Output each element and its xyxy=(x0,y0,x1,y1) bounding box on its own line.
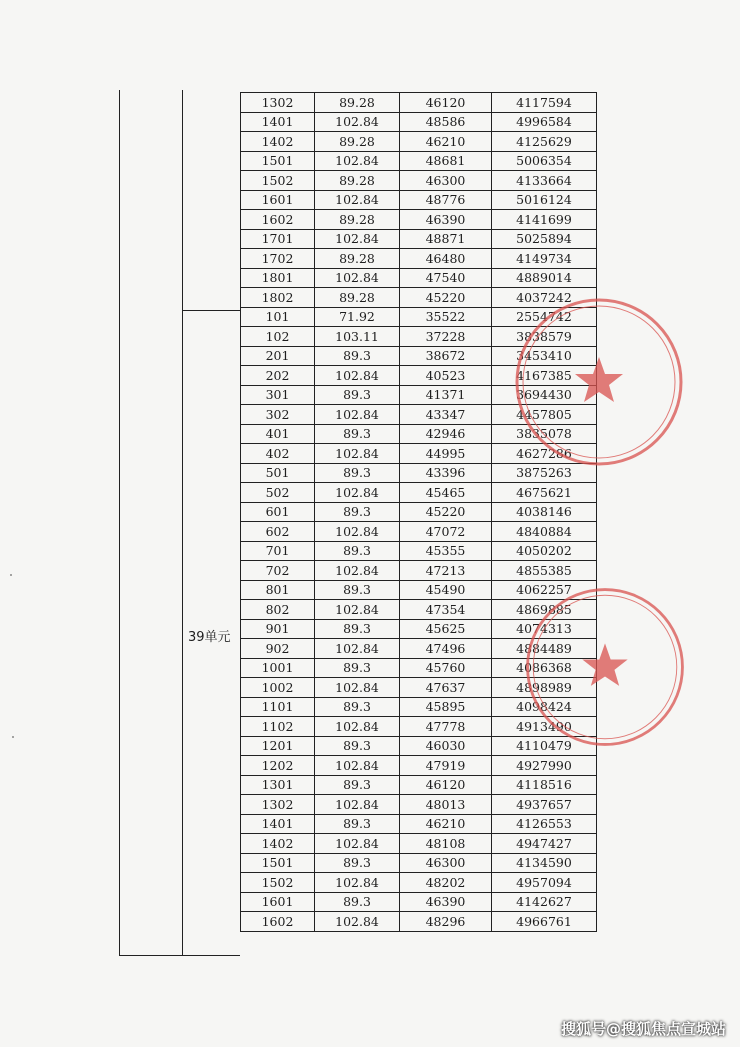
unit-price-cell: 45895 xyxy=(400,697,492,717)
total-price-cell: 2554742 xyxy=(492,307,597,327)
area-cell: 102.84 xyxy=(315,756,400,776)
room-number-cell: 1601 xyxy=(241,892,315,912)
room-number-cell: 1601 xyxy=(241,190,315,210)
unit-price-cell: 45760 xyxy=(400,658,492,678)
table-row xyxy=(241,756,597,776)
total-price-cell: 3838579 xyxy=(492,327,597,347)
total-price-cell: 4141699 xyxy=(492,210,597,230)
unit-price-cell: 46390 xyxy=(400,892,492,912)
room-number-cell: 1002 xyxy=(241,678,315,698)
table-row xyxy=(241,892,597,912)
area-cell: 102.84 xyxy=(315,151,400,171)
room-number-cell: 1301 xyxy=(241,775,315,795)
bottom-left-line xyxy=(119,955,240,956)
unit-price-cell: 48871 xyxy=(400,229,492,249)
total-price-cell: 4149734 xyxy=(492,249,597,269)
room-number-cell: 202 xyxy=(241,366,315,386)
area-cell: 102.84 xyxy=(315,600,400,620)
unit-price-cell: 46300 xyxy=(400,853,492,873)
total-price-cell: 3453410 xyxy=(492,346,597,366)
unit-price-cell: 47496 xyxy=(400,639,492,659)
total-price-cell: 4913490 xyxy=(492,717,597,737)
table-row xyxy=(241,210,597,230)
total-price-cell: 4142627 xyxy=(492,892,597,912)
area-cell: 102.84 xyxy=(315,639,400,659)
room-number-cell: 1701 xyxy=(241,229,315,249)
table-row xyxy=(241,502,597,522)
area-cell: 89.3 xyxy=(315,775,400,795)
area-cell: 89.28 xyxy=(315,171,400,191)
watermark: 搜狐号@搜狐焦点宣城站 xyxy=(560,1020,726,1038)
area-cell: 102.84 xyxy=(315,912,400,932)
room-number-cell: 1501 xyxy=(241,151,315,171)
table-row xyxy=(241,483,597,503)
area-cell: 89.28 xyxy=(315,210,400,230)
unit-price-cell: 41371 xyxy=(400,385,492,405)
company-seal-top-icon xyxy=(509,292,689,472)
room-number-cell: 1302 xyxy=(241,93,315,113)
area-cell: 102.84 xyxy=(315,229,400,249)
table-row xyxy=(241,873,597,893)
table-row xyxy=(241,522,597,542)
total-price-cell: 4125629 xyxy=(492,132,597,152)
unit-price-cell: 48776 xyxy=(400,190,492,210)
unit-price-cell: 45220 xyxy=(400,288,492,308)
table-row xyxy=(241,229,597,249)
room-number-cell: 101 xyxy=(241,307,315,327)
unit-price-cell: 47213 xyxy=(400,561,492,581)
total-price-cell: 3694430 xyxy=(492,385,597,405)
room-number-cell: 1801 xyxy=(241,268,315,288)
unit-price-cell: 47354 xyxy=(400,600,492,620)
area-cell: 102.84 xyxy=(315,834,400,854)
total-price-cell: 4050202 xyxy=(492,541,597,561)
room-number-cell: 1402 xyxy=(241,834,315,854)
total-price-cell: 4074313 xyxy=(492,619,597,639)
total-price-cell: 4675621 xyxy=(492,483,597,503)
area-cell: 103.11 xyxy=(315,327,400,347)
total-price-cell: 4889014 xyxy=(492,268,597,288)
total-price-cell: 4996584 xyxy=(492,112,597,132)
total-price-cell: 5025894 xyxy=(492,229,597,249)
unit-price-cell: 46480 xyxy=(400,249,492,269)
room-number-cell: 1702 xyxy=(241,249,315,269)
room-number-cell: 701 xyxy=(241,541,315,561)
table-row xyxy=(241,775,597,795)
table-row xyxy=(241,834,597,854)
unit-price-cell: 47778 xyxy=(400,717,492,737)
total-price-cell: 4855385 xyxy=(492,561,597,581)
table-row xyxy=(241,814,597,834)
area-cell: 102.84 xyxy=(315,678,400,698)
area-cell: 102.84 xyxy=(315,483,400,503)
table-row xyxy=(241,795,597,815)
unit-price-cell: 44995 xyxy=(400,444,492,464)
area-cell: 89.28 xyxy=(315,288,400,308)
table-row xyxy=(241,93,597,113)
total-price-cell: 4118516 xyxy=(492,775,597,795)
unit-price-cell: 40523 xyxy=(400,366,492,386)
unit-label: 39单元 xyxy=(188,630,231,645)
room-number-cell: 1602 xyxy=(241,912,315,932)
area-cell: 89.28 xyxy=(315,249,400,269)
room-number-cell: 301 xyxy=(241,385,315,405)
area-cell: 102.84 xyxy=(315,190,400,210)
total-price-cell: 3875263 xyxy=(492,463,597,483)
area-cell: 102.84 xyxy=(315,561,400,581)
room-number-cell: 1202 xyxy=(241,756,315,776)
unit-price-cell: 47919 xyxy=(400,756,492,776)
total-price-cell: 4037242 xyxy=(492,288,597,308)
table-row xyxy=(241,541,597,561)
price-table xyxy=(240,92,597,932)
unit-price-cell: 43396 xyxy=(400,463,492,483)
room-number-cell: 1201 xyxy=(241,736,315,756)
table-row xyxy=(241,190,597,210)
room-number-cell: 401 xyxy=(241,424,315,444)
table-row xyxy=(241,853,597,873)
area-cell: 102.84 xyxy=(315,795,400,815)
room-number-cell: 201 xyxy=(241,346,315,366)
table-row xyxy=(241,561,597,581)
room-number-cell: 1401 xyxy=(241,112,315,132)
room-number-cell: 1802 xyxy=(241,288,315,308)
area-cell: 102.84 xyxy=(315,366,400,386)
table-row xyxy=(241,249,597,269)
total-price-cell: 4133664 xyxy=(492,171,597,191)
room-number-cell: 502 xyxy=(241,483,315,503)
room-number-cell: 501 xyxy=(241,463,315,483)
area-cell: 102.84 xyxy=(315,873,400,893)
unit-price-cell: 48108 xyxy=(400,834,492,854)
room-number-cell: 1102 xyxy=(241,717,315,737)
total-price-cell: 4937657 xyxy=(492,795,597,815)
unit-price-cell: 48013 xyxy=(400,795,492,815)
room-number-cell: 1602 xyxy=(241,210,315,230)
total-price-cell: 4086368 xyxy=(492,658,597,678)
room-number-cell: 901 xyxy=(241,619,315,639)
unit-price-cell: 46390 xyxy=(400,210,492,230)
area-cell: 89.28 xyxy=(315,93,400,113)
unit-price-cell: 46300 xyxy=(400,171,492,191)
unit-price-cell: 42946 xyxy=(400,424,492,444)
room-number-cell: 1401 xyxy=(241,814,315,834)
unit-price-cell: 46210 xyxy=(400,814,492,834)
total-price-cell: 4062257 xyxy=(492,580,597,600)
unit-price-cell: 48296 xyxy=(400,912,492,932)
room-number-cell: 102 xyxy=(241,327,315,347)
price-table-body xyxy=(241,93,597,932)
total-price-cell: 4117594 xyxy=(492,93,597,113)
unit-price-cell: 45490 xyxy=(400,580,492,600)
total-price-cell: 4627286 xyxy=(492,444,597,464)
room-number-cell: 902 xyxy=(241,639,315,659)
total-price-cell: 4966761 xyxy=(492,912,597,932)
total-price-cell: 4927990 xyxy=(492,756,597,776)
unit-price-cell: 45625 xyxy=(400,619,492,639)
area-cell: 89.3 xyxy=(315,502,400,522)
area-cell: 102.84 xyxy=(315,405,400,425)
area-cell: 89.3 xyxy=(315,346,400,366)
room-number-cell: 1502 xyxy=(241,171,315,191)
unit-price-cell: 48586 xyxy=(400,112,492,132)
total-price-cell: 4098424 xyxy=(492,697,597,717)
room-number-cell: 1101 xyxy=(241,697,315,717)
total-price-cell: 4110479 xyxy=(492,736,597,756)
room-number-cell: 1502 xyxy=(241,873,315,893)
table-row xyxy=(241,151,597,171)
unit-price-cell: 47540 xyxy=(400,268,492,288)
table-row xyxy=(241,132,597,152)
unit-price-cell: 48681 xyxy=(400,151,492,171)
table-row xyxy=(241,171,597,191)
total-price-cell: 5016124 xyxy=(492,190,597,210)
area-cell: 89.3 xyxy=(315,619,400,639)
unit-price-cell: 47072 xyxy=(400,522,492,542)
area-cell: 89.3 xyxy=(315,697,400,717)
total-price-cell: 4126553 xyxy=(492,814,597,834)
room-number-cell: 1001 xyxy=(241,658,315,678)
total-price-cell: 4134590 xyxy=(492,853,597,873)
total-price-cell: 4947427 xyxy=(492,834,597,854)
unit-price-cell: 45465 xyxy=(400,483,492,503)
unit-price-cell: 46120 xyxy=(400,775,492,795)
unit-price-cell: 43347 xyxy=(400,405,492,425)
unit-divider-line xyxy=(182,310,240,311)
area-cell: 102.84 xyxy=(315,112,400,132)
table-row xyxy=(241,268,597,288)
area-cell: 102.84 xyxy=(315,444,400,464)
total-price-cell: 5006354 xyxy=(492,151,597,171)
total-price-cell: 3835078 xyxy=(492,424,597,444)
total-price-cell: 4898989 xyxy=(492,678,597,698)
area-cell: 102.84 xyxy=(315,717,400,737)
area-cell: 89.3 xyxy=(315,424,400,444)
scan-speck xyxy=(10,574,12,576)
room-number-cell: 801 xyxy=(241,580,315,600)
unit-price-cell: 46030 xyxy=(400,736,492,756)
room-number-cell: 601 xyxy=(241,502,315,522)
room-number-cell: 802 xyxy=(241,600,315,620)
total-price-cell: 4869885 xyxy=(492,600,597,620)
unit-price-cell: 48202 xyxy=(400,873,492,893)
table-row xyxy=(241,912,597,932)
room-number-cell: 702 xyxy=(241,561,315,581)
room-number-cell: 1402 xyxy=(241,132,315,152)
area-cell: 102.84 xyxy=(315,268,400,288)
unit-price-cell: 45220 xyxy=(400,502,492,522)
room-number-cell: 302 xyxy=(241,405,315,425)
unit-price-cell: 46120 xyxy=(400,93,492,113)
unit-price-cell: 46210 xyxy=(400,132,492,152)
area-cell: 71.92 xyxy=(315,307,400,327)
area-cell: 89.3 xyxy=(315,736,400,756)
area-cell: 89.3 xyxy=(315,463,400,483)
unit-column-line xyxy=(182,90,183,956)
total-price-cell: 4884489 xyxy=(492,639,597,659)
room-number-cell: 602 xyxy=(241,522,315,542)
room-number-cell: 1302 xyxy=(241,795,315,815)
area-cell: 89.3 xyxy=(315,814,400,834)
total-price-cell: 4957094 xyxy=(492,873,597,893)
area-cell: 89.28 xyxy=(315,132,400,152)
area-cell: 89.3 xyxy=(315,541,400,561)
unit-price-cell: 37228 xyxy=(400,327,492,347)
total-price-cell: 4167385 xyxy=(492,366,597,386)
area-cell: 89.3 xyxy=(315,853,400,873)
area-cell: 89.3 xyxy=(315,892,400,912)
table-row xyxy=(241,112,597,132)
company-seal-bottom-icon xyxy=(520,582,690,752)
unit-price-cell: 47637 xyxy=(400,678,492,698)
room-number-cell: 1501 xyxy=(241,853,315,873)
unit-price-cell: 35522 xyxy=(400,307,492,327)
unit-price-cell: 45355 xyxy=(400,541,492,561)
area-cell: 89.3 xyxy=(315,580,400,600)
total-price-cell: 4840884 xyxy=(492,522,597,542)
area-cell: 89.3 xyxy=(315,385,400,405)
area-cell: 102.84 xyxy=(315,522,400,542)
unit-price-cell: 38672 xyxy=(400,346,492,366)
left-border-line xyxy=(119,90,120,956)
area-cell: 89.3 xyxy=(315,658,400,678)
room-number-cell: 402 xyxy=(241,444,315,464)
total-price-cell: 4457805 xyxy=(492,405,597,425)
total-price-cell: 4038146 xyxy=(492,502,597,522)
scan-speck xyxy=(12,736,14,738)
